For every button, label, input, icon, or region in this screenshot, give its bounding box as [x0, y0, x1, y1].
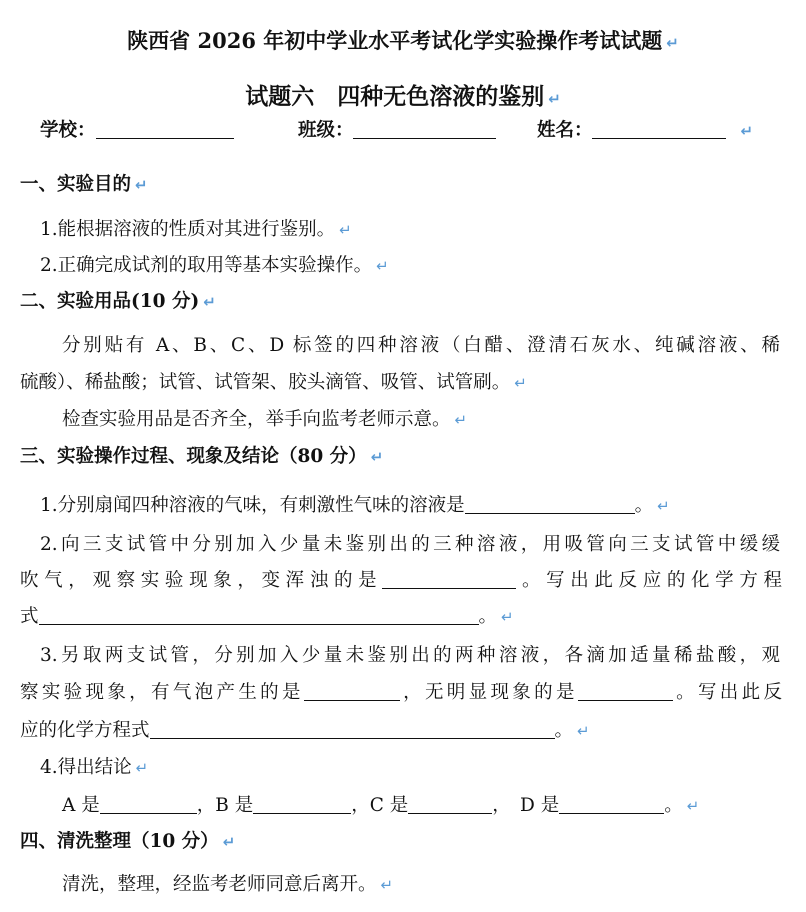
answer-blank[interactable]	[382, 568, 516, 589]
c-blank[interactable]	[408, 793, 492, 814]
item-text: 2.正确完成试剂的取用等基本实验操作。	[40, 255, 373, 276]
return-mark-icon: ↵	[222, 833, 236, 851]
heading-text: 四、清洗整理（10 分）	[20, 831, 219, 852]
doc-subtitle	[0, 84, 806, 112]
name-label: 姓名：	[536, 120, 593, 141]
section3-heading	[20, 444, 383, 470]
line-text: 硫酸）、稀盐酸；试管、试管架、胶头滴管、吸管、试管刷。	[20, 372, 511, 393]
question-3-line: 3.另取两支试管，分别加入少量未鉴别出的两种溶液，各滴加适量稀盐酸，观	[40, 645, 780, 666]
c-label: ，C 是	[351, 795, 409, 816]
title-text: 陕西省 2026 年初中学业水平考试化学实验操作考试试题	[127, 28, 663, 53]
school-field[interactable]	[96, 118, 234, 139]
paragraph-line	[62, 407, 467, 433]
a-blank[interactable]	[100, 793, 197, 814]
return-mark-icon: ↵	[376, 257, 389, 275]
q-text: ，无明显现象的是	[399, 682, 578, 703]
q-text: 吹气，观察实验现象，变浑浊的是	[20, 570, 383, 591]
return-mark-icon: ↵	[577, 722, 590, 740]
a-label: A 是	[62, 795, 100, 816]
info-row	[40, 118, 753, 144]
return-mark-icon: ↵	[135, 759, 149, 777]
return-mark-icon: ↵	[339, 221, 352, 239]
item-text: 1.能根据溶液的性质对其进行鉴别。	[40, 219, 336, 240]
period: 。	[664, 795, 683, 816]
d-label: ， D 是	[492, 795, 560, 816]
heading-text: 一、实验目的	[20, 174, 132, 195]
section4-heading	[20, 829, 235, 855]
return-mark-icon: ↵	[740, 122, 754, 140]
answer-blank[interactable]	[465, 493, 635, 514]
return-mark-icon: ↵	[454, 411, 468, 429]
question-2-line: 2.向三支试管中分别加入少量未鉴别出的三种溶液，用吸管向三支试管中缓缓	[40, 534, 780, 555]
name-field[interactable]	[592, 118, 726, 139]
return-mark-icon: ↵	[370, 448, 384, 466]
return-mark-icon: ↵	[514, 374, 527, 392]
return-mark-icon: ↵	[203, 293, 216, 311]
school-label: 学校：	[40, 120, 96, 141]
heading-text: 三、实验操作过程、现象及结论（80 分）	[20, 446, 367, 467]
b-label: ，B 是	[196, 795, 254, 816]
question-1	[40, 493, 670, 519]
answer-blank[interactable]	[304, 680, 400, 701]
conclusion-line	[62, 793, 699, 819]
line-text: 清洗，整理，经监考老师同意后离开。	[62, 874, 377, 895]
paragraph-line	[62, 872, 393, 898]
subtitle-text: 试题六 四种无色溶液的鉴别	[245, 83, 545, 110]
q-text: 1.分别扇闻四种溶液的气味，有刺激性气味的溶液是	[40, 495, 465, 516]
doc-title	[0, 28, 806, 56]
equation-blank[interactable]	[39, 604, 479, 625]
q-text: 4.得出结论	[40, 757, 132, 778]
return-mark-icon: ↵	[501, 608, 514, 626]
q-text: 察实验现象，有气泡产生的是	[20, 682, 304, 703]
return-mark-icon: ↵	[548, 90, 561, 108]
list-item	[40, 253, 389, 279]
return-mark-icon: ↵	[657, 497, 670, 515]
q-text: 式	[20, 606, 39, 627]
equation-blank[interactable]	[150, 718, 555, 739]
q-text: 。写出此反应的化学方程	[516, 570, 782, 591]
return-mark-icon: ↵	[686, 797, 700, 815]
list-item	[40, 217, 352, 243]
return-mark-icon: ↵	[666, 34, 679, 52]
period: 。	[554, 720, 574, 741]
class-field[interactable]	[353, 118, 496, 139]
b-blank[interactable]	[253, 793, 351, 814]
question-3-line	[20, 718, 590, 744]
period: 。	[478, 606, 498, 627]
paragraph-line: 分别贴有 A、B、C、D 标签的四种溶液（白醋、澄清石灰水、纯碱溶液、稀	[62, 335, 780, 356]
question-2-line	[20, 604, 514, 630]
answer-blank[interactable]	[578, 680, 673, 701]
section2-heading	[20, 289, 216, 315]
q-text: 。写出此反	[672, 682, 782, 703]
paragraph-line	[20, 370, 527, 396]
return-mark-icon: ↵	[380, 876, 394, 894]
class-label: 班级：	[297, 120, 354, 141]
d-blank[interactable]	[559, 793, 664, 814]
period: 。	[634, 495, 654, 516]
return-mark-icon: ↵	[135, 176, 148, 194]
heading-text: 二、实验用品(10 分)	[20, 291, 200, 312]
question-3-line	[20, 680, 782, 706]
q-text: 应的化学方程式	[20, 720, 150, 741]
section1-heading	[20, 172, 148, 198]
question-4	[40, 755, 148, 781]
question-2-line	[20, 568, 782, 594]
line-text: 检查实验用品是否齐全，举手向监考老师示意。	[62, 409, 451, 430]
